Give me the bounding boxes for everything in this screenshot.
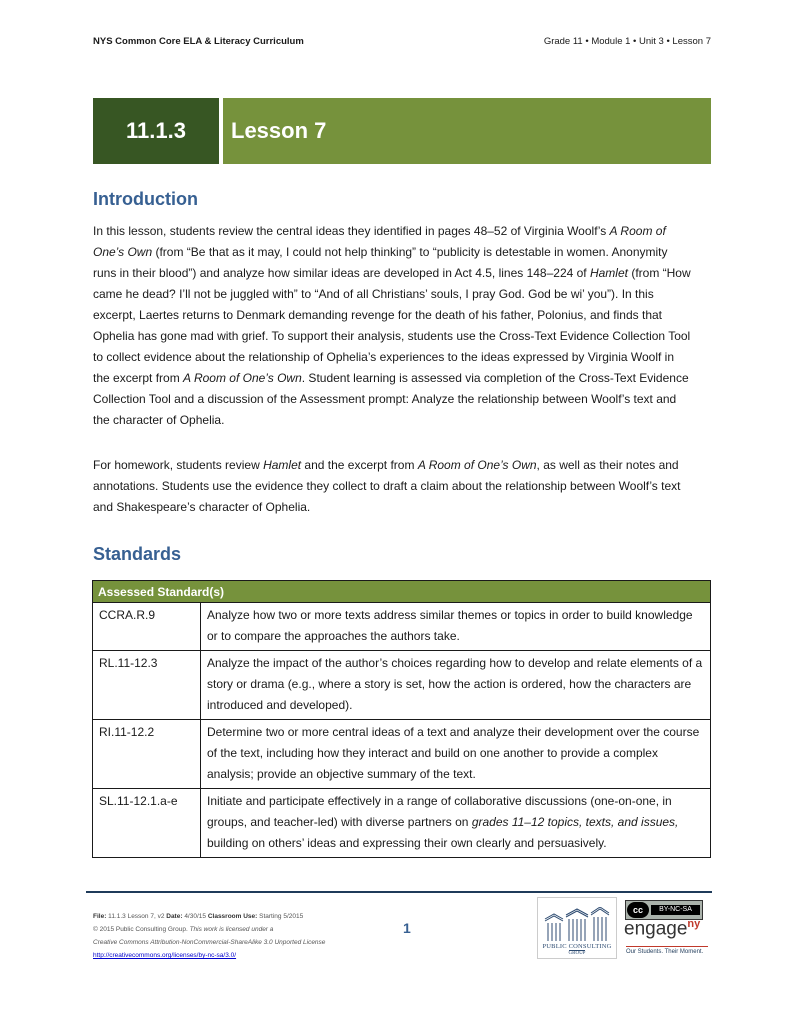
standard-code: RI.11-12.2 — [93, 720, 201, 789]
engageny-logo — [624, 918, 700, 940]
table-row — [93, 720, 711, 789]
lesson-title-bar — [93, 98, 711, 164]
text: . Student learning is assessed via completion of the Cross-Text Evidence Collection Tool and a discussion of the Assessment prompt: Analyze the relationship between Woolf’s text and the character of Ophelia. — [93, 371, 689, 427]
standard-text: Analyze how two or more texts address similar themes or topics in order to build knowledge or to compare the approaches the authors take. — [201, 603, 711, 651]
text: (from “Be that as it may, I could not help thinking” to “publicity is detestable in women. Anonymity runs in their blood”) and analyze how similar ideas are developed in Act 4.5, lines 148–224 of — [93, 245, 668, 280]
book-title: A Room of One’s Own — [93, 224, 666, 259]
creative-commons-badge — [625, 900, 703, 920]
date-label: Date: — [166, 913, 183, 920]
pcg-group: GROUP — [568, 951, 586, 956]
text: , as well as their notes and annotations. Students use the evidence they collect to draft a claim about the relationship between Woolf’s text and Shakespeare’s character of Ophelia. — [93, 458, 681, 514]
footer-info — [93, 910, 325, 962]
ny-text: ny — [687, 918, 701, 930]
lesson-code: 11.1.3 — [93, 98, 219, 164]
license-name: Creative Commons Attribution-NonCommercial-ShareAlike 3.0 Unported License — [93, 939, 326, 946]
table-row — [93, 603, 711, 651]
standards-heading: Standards — [93, 544, 182, 564]
text: In this lesson, students review the central ideas they identified in pages 48–52 of Virginia Woolf’s — [93, 224, 610, 238]
standards-table — [92, 580, 711, 858]
standard-text: Determine two or more central ideas of a text and analyze their development over the course of the text, including how they interact and build on one another to provide a complex analysis; provide an objective summary of the text. — [201, 720, 711, 789]
pillars-icon — [542, 907, 612, 943]
book-title: A Room of One’s Own — [183, 371, 302, 385]
book-title: A Room of One’s Own — [417, 458, 537, 472]
pcg-name: PUBLIC CONSULTING — [542, 943, 612, 950]
emphasis: grades 11–12 topics, texts, and issues, — [471, 815, 679, 829]
license-link[interactable]: http://creativecommons.org/licenses/by-nc-sa/3.0/ — [93, 952, 237, 959]
table-row — [93, 651, 711, 720]
text: building on others’ ideas and expressing their own clearly and persuasively. — [207, 836, 607, 850]
page-number: 1 — [403, 920, 411, 936]
file-label: File: — [93, 913, 107, 920]
cc-license-type: BY-NC-SA — [651, 905, 700, 915]
lesson-locator: Grade 11 • Module 1 • Unit 3 • Lesson 7 — [543, 36, 711, 47]
play-title: Hamlet — [263, 458, 302, 472]
lesson-title: Lesson 7 — [223, 98, 711, 164]
engage-text: engage — [624, 918, 688, 940]
standard-code: SL.11-12.1.a-e — [93, 789, 201, 858]
running-header — [93, 36, 711, 47]
license-intro: This work is licensed under a — [189, 926, 274, 933]
table-row — [93, 789, 711, 858]
homework-paragraph — [93, 455, 693, 518]
curriculum-title: NYS Common Core ELA & Literacy Curriculum — [93, 36, 304, 47]
standard-text: Analyze the impact of the author’s choices regarding how to develop and relate elements of a story or drama (e.g., where a story is set, how the action is ordered, how the characters are introduced and developed). — [201, 651, 711, 720]
cc-icon: cc — [627, 902, 649, 918]
footer-divider — [86, 891, 712, 893]
text: (from “How came he dead? I’ll not be juggled with” to “And of all Christians’ souls, I pray God. God be wi’ you”). In this excerpt, Laertes returns to Denmark demanding revenge for the death of his father, Polonius, and finds that Ophelia has gone mad with grief. To support their analysis, students use the Cross-Text Evidence Collection Tool to collect evidence about the relationship of Ophelia’s experiences to the ideas expressed by Virginia Woolf in the excerpt from — [93, 266, 691, 385]
text: For homework, students review — [93, 458, 264, 472]
standard-text — [201, 789, 711, 858]
text: and the excerpt from — [301, 458, 418, 472]
text: Initiate and participate effectively in a range of collaborative discussions (one-on-one, in groups, and teacher-led) with diverse partners on — [207, 794, 672, 829]
use-label: Classroom Use: — [207, 913, 258, 920]
standard-code: CCRA.R.9 — [93, 603, 201, 651]
use-value: Starting 5/2015 — [257, 913, 304, 920]
standard-code: RL.11-12.3 — [93, 651, 201, 720]
introduction-paragraph — [93, 221, 693, 431]
date-value: 4/30/15 — [182, 913, 208, 920]
file-value: 11.1.3 Lesson 7, v2 — [106, 913, 167, 920]
copyright: © 2015 Public Consulting Group. — [93, 926, 190, 933]
engageny-tagline: Our Students. Their Moment. — [626, 946, 708, 955]
table-header: Assessed Standard(s) — [93, 581, 711, 603]
play-title: Hamlet — [589, 266, 628, 280]
introduction-heading: Introduction — [93, 189, 198, 209]
pcg-logo — [537, 897, 617, 959]
